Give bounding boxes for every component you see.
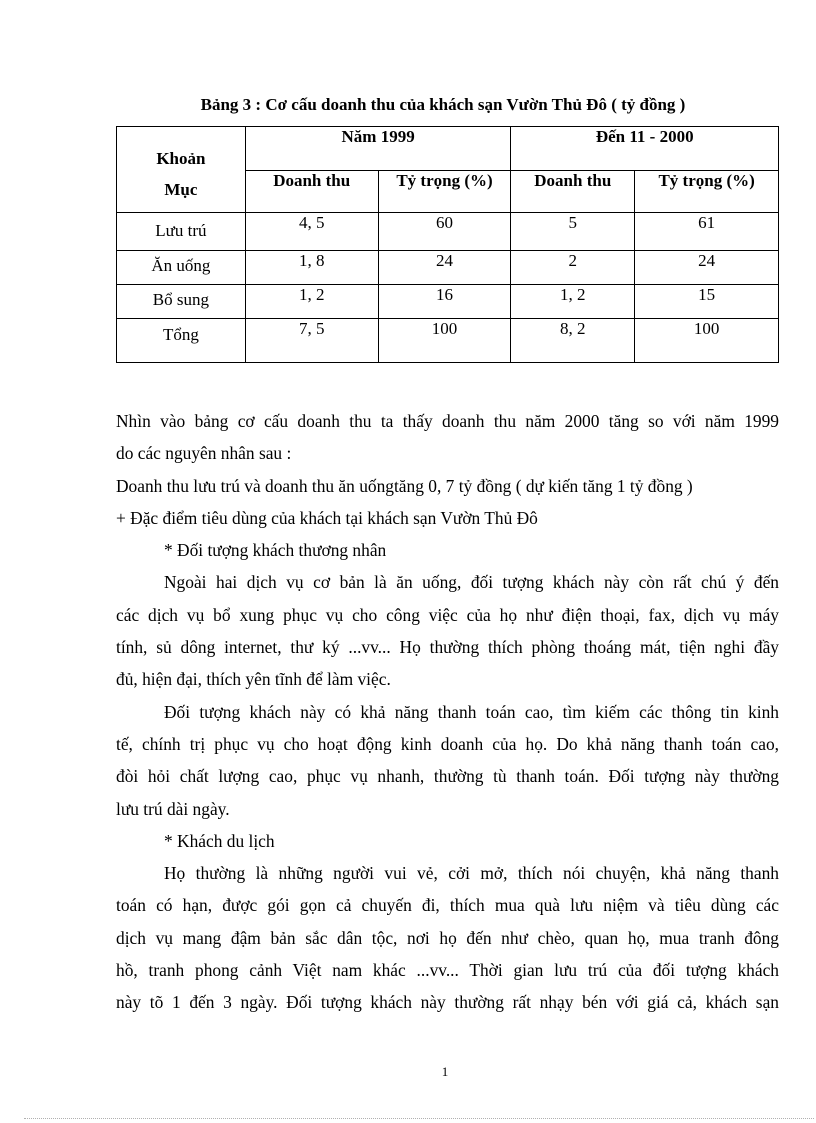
paragraph-line: toán có hạn, được gói gọn cả chuyến đi, thích mua quà lưu niệm và tiêu dùng các [116, 895, 779, 916]
cell-revenue-2000: 5 [511, 213, 635, 251]
paragraph-line: dịch vụ mang đậm bản sắc dân tộc, nơi họ đến như chèo, quan họ, mua tranh đông [116, 927, 779, 948]
paragraph-line: đủ, hiện đại, thích yên tĩnh để làm việc. [116, 669, 391, 690]
table-row-total [117, 319, 779, 363]
row-label: Ăn uống [117, 251, 246, 285]
header-revenue-2000: Doanh thu [511, 171, 635, 213]
paragraph-line: tế, chính trị phục vụ cho hoạt động kinh doanh của họ. Do khả năng thanh toán cao, [116, 733, 779, 754]
table-header-row-1 [117, 127, 779, 171]
paragraph-line: Họ thường là những người vui vẻ, cởi mở, thích nói chuyện, khả năng thanh [164, 863, 779, 884]
paragraph-line: + Đặc điểm tiêu dùng của khách tại khách sạn Vườn Thủ Đô [116, 507, 538, 528]
paragraph-line: lưu trú dài ngày. [116, 798, 230, 819]
header-share-1999: Tỷ trọng (%) [378, 171, 511, 213]
section-heading: * Khách du lịch [164, 830, 275, 851]
paragraph-line: hồ, tranh phong cảnh Việt nam khác ...vv... Thời gian lưu trú của đối tượng khách [116, 960, 779, 981]
paragraph-line: tính, sủ dông internet, thư ký ...vv... Họ thường thích phòng thoáng mát, tiện nghi đầy [116, 637, 779, 658]
row-label: Lưu trú [117, 213, 246, 251]
header-item-line1: Khoản [156, 149, 206, 168]
revenue-table [116, 126, 779, 363]
cell-revenue-1999: 1, 8 [245, 251, 378, 285]
table-title: Bảng 3 : Cơ cấu doanh thu của khách sạn Vườn Thủ Đô ( tỷ đồng ) [200, 95, 686, 114]
section-heading: * Đối tượng khách thương nhân [164, 540, 387, 561]
body-text [116, 405, 779, 1019]
cell-share-2000: 15 [635, 285, 779, 319]
table-row [117, 213, 779, 251]
cell-revenue-2000: 8, 2 [511, 319, 635, 363]
paragraph-line: Nhìn vào bảng cơ cấu doanh thu ta thấy doanh thu năm 2000 tăng so với năm 1999 [116, 411, 779, 431]
header-revenue-1999: Doanh thu [245, 171, 378, 213]
paragraph-line: Doanh thu lưu trú và doanh thu ăn uốngtăng 0, 7 tỷ đồng ( dự kiến tăng 1 tỷ đồng ) [116, 475, 693, 496]
paragraph-line: này tõ 1 đến 3 ngày. Đối tượng khách này thường rất nhạy bén với giá cả, khách sạn [116, 992, 779, 1013]
paragraph-line: đòi hỏi chất lượng cao, phục vụ nhanh, thường tù thanh toán. Đối tượng này thường [116, 766, 779, 787]
cell-revenue-2000: 1, 2 [511, 285, 635, 319]
row-label: Bổ sung [117, 285, 246, 319]
paragraph-line: Ngoài hai dịch vụ cơ bản là ăn uống, đối tượng khách này còn rất chú ý đến [164, 572, 779, 593]
page-number: 1 [441, 1064, 449, 1079]
cell-share-2000: 24 [635, 251, 779, 285]
paragraph-line: do các nguyên nhân sau : [116, 443, 292, 464]
cell-revenue-1999: 1, 2 [245, 285, 378, 319]
cell-revenue-1999: 4, 5 [245, 213, 378, 251]
page-bottom-divider [24, 1118, 814, 1119]
header-group-1999: Năm 1999 [245, 127, 511, 171]
header-item-cell [117, 127, 246, 213]
cell-share-2000: 61 [635, 213, 779, 251]
cell-share-1999: 16 [378, 285, 511, 319]
cell-revenue-1999: 7, 5 [245, 319, 378, 363]
row-label: Tổng [117, 319, 246, 363]
paragraph-line: Đối tượng khách này có khả năng thanh toán cao, tìm kiếm các thông tin kinh [164, 701, 779, 722]
paragraph-line: các dịch vụ bổ xung phục vụ cho công việc của họ như điện thoại, fax, dịch vụ máy [116, 604, 779, 625]
cell-share-2000: 100 [635, 319, 779, 363]
table-row [117, 251, 779, 285]
cell-revenue-2000: 2 [511, 251, 635, 285]
header-group-2000: Đến 11 - 2000 [511, 127, 779, 171]
table-row [117, 285, 779, 319]
header-share-2000: Tỷ trọng (%) [635, 171, 779, 213]
cell-share-1999: 60 [378, 213, 511, 251]
header-item-line2: Mục [164, 180, 198, 199]
cell-share-1999: 100 [378, 319, 511, 363]
cell-share-1999: 24 [378, 251, 511, 285]
